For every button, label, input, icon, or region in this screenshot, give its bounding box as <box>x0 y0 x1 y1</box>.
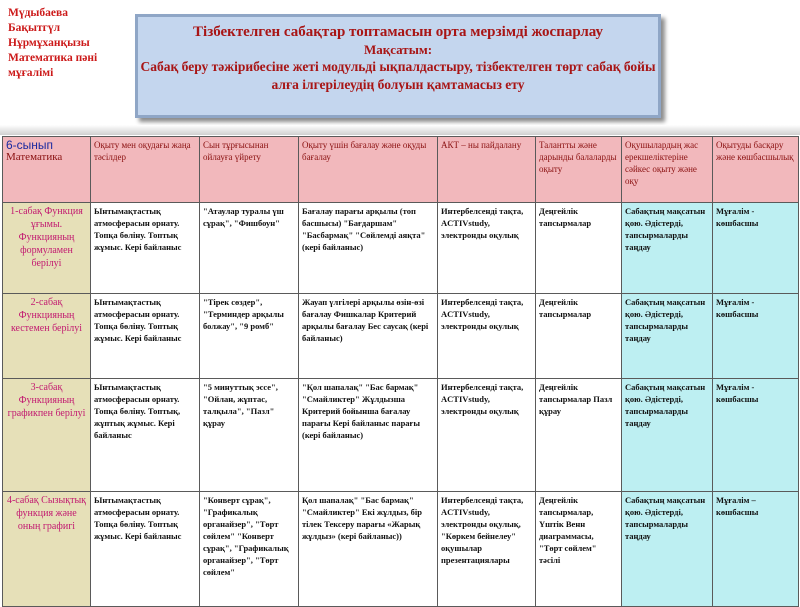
lesson-plan-table <box>2 136 799 607</box>
table-cell: Сабақтың мақсатын қою. Әдістерді, тапсырмаларды таңдау <box>622 294 713 379</box>
table-cell: Ынтымақтастық атмосферасын орнату. Топқа бөліну. Топтық жұмыс. Кері байланыс <box>91 492 200 607</box>
author-line: Мүдыбаева <box>8 7 68 19</box>
table-cell: Деңгейлік тапсырмалар, Үштік Венн диаграммасы, "Төрт сөйлем" тәсілі <box>536 492 622 607</box>
table-cell: Сабақтың мақсатын қою. Әдістерді, тапсырмаларды таңдау <box>622 203 713 294</box>
table-cell: Мұғалім - көшбасшы <box>713 294 799 379</box>
column-header: АКТ – ны пайдалану <box>438 137 536 203</box>
author-line: Математика пәні <box>8 52 98 64</box>
table-cell: Деңгейлік тапсырмалар Пазл құрау <box>536 379 622 492</box>
table-row <box>3 379 799 492</box>
table-cell: Бағалау парағы арқылы (топ басшысы) "Бағдаршам" "Басбармақ" "Сөйлемді аяқта" (кері байланыс) <box>299 203 438 294</box>
table-row <box>3 203 799 294</box>
column-header: Сын тұрғысынан ойлауға үйрету <box>200 137 299 203</box>
author-info <box>8 6 126 81</box>
author-line: Бақытгүл <box>8 22 61 34</box>
corner-cell <box>3 137 91 203</box>
column-header: Оқыту үшін бағалау және оқуды бағалау <box>299 137 438 203</box>
column-header: Оқушылардың жас ерекшеліктеріне сәйкес оқыту және оқу <box>622 137 713 203</box>
table-cell: "Конверт сұрақ", "Графикалық органайзер", "Төрт сөйлем" "Конверт сұрақ", "Графикалық органайзер", "Төрт сөйлем" <box>200 492 299 607</box>
lesson-title: 1-сабақ Функция ұғымы. Функцияның формуламен берілуі <box>3 203 91 294</box>
table-cell: Мұғалім - көшбасшы <box>713 203 799 294</box>
table-cell: Ынтымақтастық атмосферасын орнату. Топқа бөліну. Топтық жұмыс. Кері байланыс <box>91 294 200 379</box>
table-cell: Интербелсенді тақта, ACTIVstudy, электронды оқулық <box>438 203 536 294</box>
author-line: мұғалімі <box>8 67 54 79</box>
table-cell: Интербелсенді тақта, ACTIVstudy, электронды оқулық <box>438 379 536 492</box>
table-cell: "5 минуттық эссе", "Ойлан, жұптас, талқыла", "Пазл" құрау <box>200 379 299 492</box>
table-cell: Мұғалім – көшбасшы <box>713 492 799 607</box>
class-label: 6-сынып <box>6 138 54 152</box>
header-row <box>3 137 799 203</box>
column-header: Оқытуды басқару және көшбасшылық <box>713 137 799 203</box>
table-cell: Қол шапалақ" "Бас бармақ" "Смайликтер" Екі жұлдыз, бір тілек Тексеру парағы «Жарық жұлдыз» (кері байланыс)) <box>299 492 438 607</box>
table-cell: "Тірек сөздер", "Терминдер арқылы болжау", "9 ромб" <box>200 294 299 379</box>
table-cell: Ынтымақтастық атмосферасын орнату. Топқа бөліну. Топтық, жұптық жұмыс. Кері байланыс <box>91 379 200 492</box>
table-cell: "Атаулар туралы үш сұрақ", "Фишбоун" <box>200 203 299 294</box>
subject-label: Математика <box>6 151 63 163</box>
title-box <box>135 14 661 118</box>
lesson-title: 3-сабақ Функцияның графикпен берілуі <box>3 379 91 492</box>
table-row <box>3 492 799 607</box>
table-cell: Деңгейлік тапсырмалар <box>536 294 622 379</box>
table-cell: Ынтымақтастық атмосферасын орнату. Топқа бөліну. Топтық жұмыс. Кері байланыс <box>91 203 200 294</box>
page-title: Тізбектелген сабақтар топтамасын орта мерзімді жоспарлау <box>193 24 603 40</box>
table-cell: Интербелсенді тақта, ACTIVstudy, электронды оқулық <box>438 294 536 379</box>
column-header: Оқыту мен оқудағы жаңа тәсілдер <box>91 137 200 203</box>
table-cell: Деңгейлік тапсырмалар <box>536 203 622 294</box>
table-cell: Сабақтың мақсатын қою. Әдістерді, тапсырмаларды таңдау <box>622 492 713 607</box>
column-header: Талантты және дарынды балаларды оқыту <box>536 137 622 203</box>
table-cell: Мұғалім - көшбасшы <box>713 379 799 492</box>
table-cell: Интербелсенді тақта, ACTIVstudy, электронды оқулық, "Көркем бейнелеу" оқушылар презентациялары <box>438 492 536 607</box>
table-cell: "Қол шапалақ" "Бас бармақ" "Смайликтер" Жұлдызша Критерий бойынша бағалау парағы Кері байланыс парағы (кері байланыс) <box>299 379 438 492</box>
table-row <box>3 294 799 379</box>
goal-text: Сабақ беру тәжірибесіне жеті модульді ықпалдастыру, тізбектелген төрт сабақ бойы алға ілгерілеудің болуын қамтамасыз ету <box>140 59 656 92</box>
author-line: Нұрмұханқызы <box>8 37 90 49</box>
goal-label: Мақсатым: <box>363 42 433 57</box>
table-cell: Жауап үлгілері арқылы өзін-өзі бағалау Фишкалар Критерий арқылы бағалау Бес саусақ (кері байланыс) <box>299 294 438 379</box>
lesson-title: 2-сабақ Функцияның кестемен берілуі <box>3 294 91 379</box>
table-cell: Сабақтың мақсатын қою. Әдістерді, тапсырмаларды таңдау <box>622 379 713 492</box>
lesson-title: 4-сабақ Сызықтық функция және оның графигі <box>3 492 91 607</box>
divider <box>0 125 800 135</box>
